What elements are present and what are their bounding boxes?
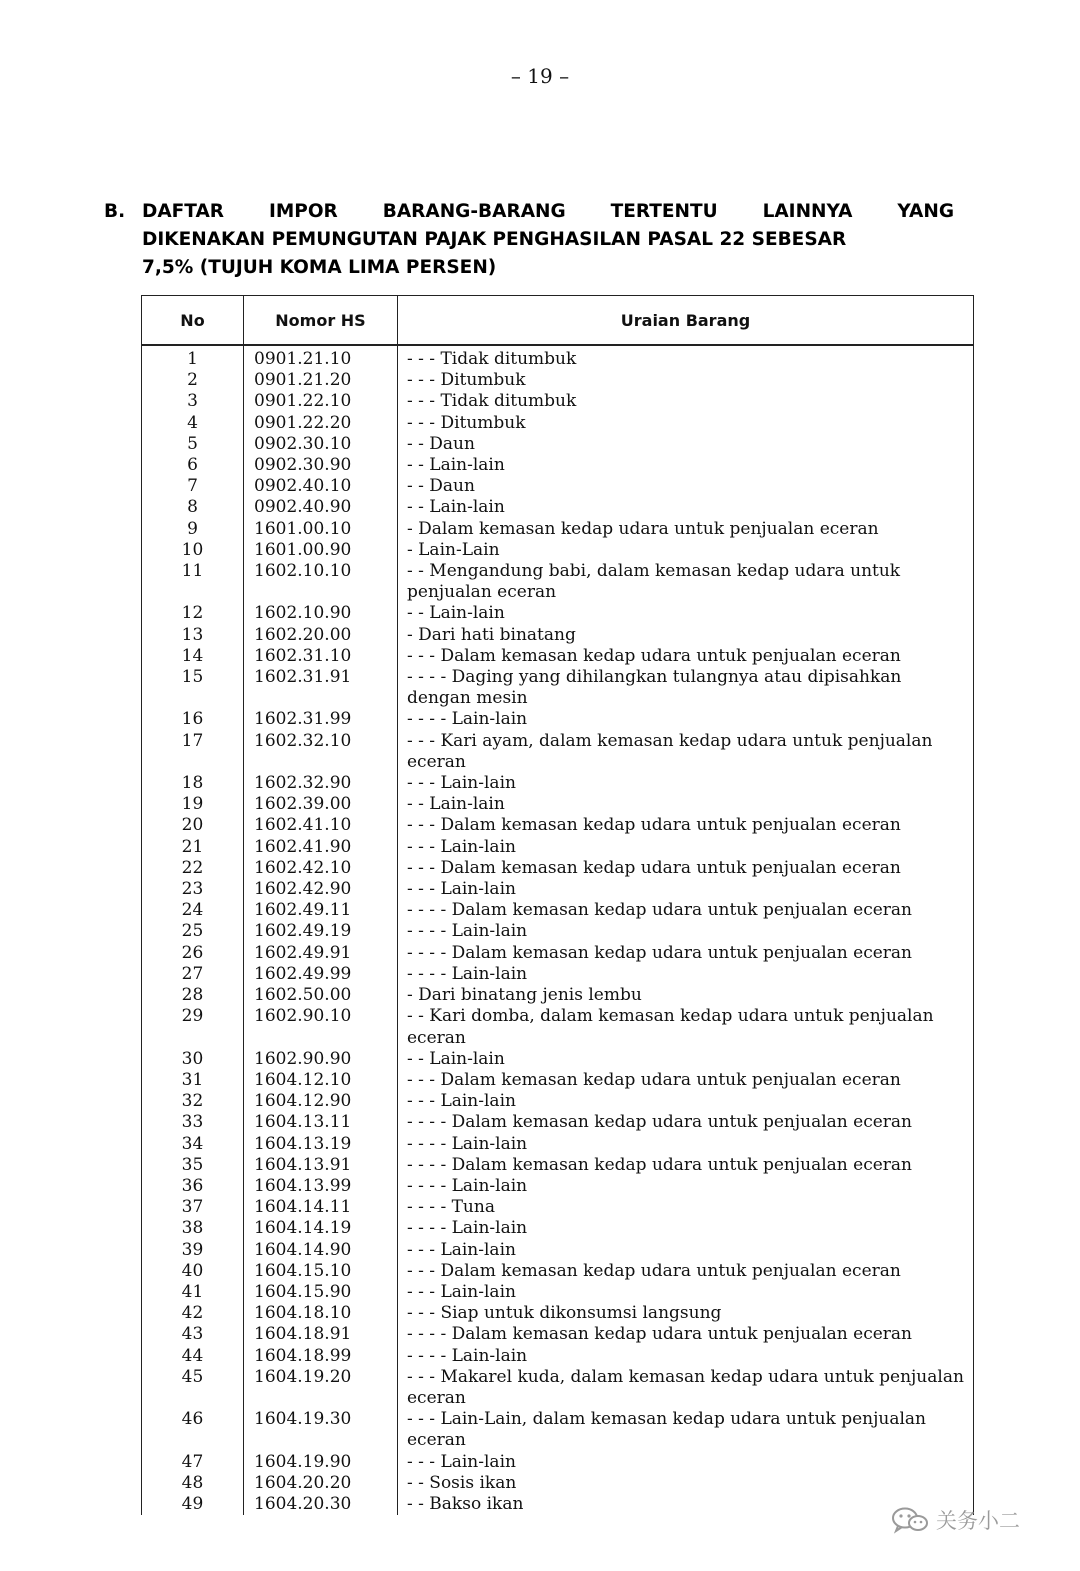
- item-description: - - - - Lain-lain: [398, 1218, 974, 1239]
- header-description: Uraian Barang: [398, 296, 974, 346]
- item-description: - - - - Daging yang dihilangkan tulangnya atau dipisahkan dengan mesin: [398, 667, 974, 709]
- row-number: 28: [142, 985, 244, 1006]
- hs-number: 1604.14.19: [244, 1218, 398, 1239]
- table-row: [142, 1218, 974, 1239]
- row-number: 2: [142, 370, 244, 391]
- row-number: 24: [142, 900, 244, 921]
- hs-number: 1602.10.10: [244, 561, 398, 603]
- item-description: - - Lain-lain: [398, 794, 974, 815]
- row-number: 34: [142, 1134, 244, 1155]
- row-number: 23: [142, 879, 244, 900]
- item-description: - - - Tidak ditumbuk: [398, 345, 974, 370]
- hs-number: 1602.41.10: [244, 815, 398, 836]
- hs-number: 1604.14.90: [244, 1240, 398, 1261]
- item-description: - - - Lain-lain: [398, 837, 974, 858]
- row-number: 40: [142, 1261, 244, 1282]
- row-number: 48: [142, 1473, 244, 1494]
- row-number: 44: [142, 1346, 244, 1367]
- section-heading: [104, 198, 954, 282]
- table-row: [142, 476, 974, 497]
- row-number: 10: [142, 540, 244, 561]
- row-number: 25: [142, 921, 244, 942]
- table-row: [142, 837, 974, 858]
- hs-number: 1604.18.99: [244, 1346, 398, 1367]
- hs-number: 1602.49.11: [244, 900, 398, 921]
- row-number: 42: [142, 1303, 244, 1324]
- hs-number: 0901.21.10: [244, 345, 398, 370]
- table-row: [142, 646, 974, 667]
- hs-number: 1602.90.10: [244, 1006, 398, 1048]
- page-number: – 19 –: [510, 64, 570, 88]
- table-row: [142, 561, 974, 603]
- row-number: 43: [142, 1324, 244, 1345]
- table-row: [142, 1409, 974, 1451]
- item-description: - - - - Dalam kemasan kedap udara untuk penjualan eceran: [398, 900, 974, 921]
- table-row: [142, 1091, 974, 1112]
- item-description: - - Kari domba, dalam kemasan kedap udara untuk penjualan eceran: [398, 1006, 974, 1048]
- hs-number: 0902.30.90: [244, 455, 398, 476]
- row-number: 15: [142, 667, 244, 709]
- item-description: - - Daun: [398, 434, 974, 455]
- row-number: 26: [142, 943, 244, 964]
- hs-number: 0902.30.10: [244, 434, 398, 455]
- row-number: 18: [142, 773, 244, 794]
- item-description: - - - - Dalam kemasan kedap udara untuk penjualan eceran: [398, 1112, 974, 1133]
- table-row: [142, 709, 974, 730]
- item-description: - - - Makarel kuda, dalam kemasan kedap udara untuk penjualan eceran: [398, 1367, 974, 1409]
- table-row: [142, 497, 974, 518]
- item-description: - - - Lain-lain: [398, 1452, 974, 1473]
- hs-number: 1604.15.90: [244, 1282, 398, 1303]
- item-description: - - Sosis ikan: [398, 1473, 974, 1494]
- row-number: 22: [142, 858, 244, 879]
- row-number: 16: [142, 709, 244, 730]
- table-row: [142, 391, 974, 412]
- heading-line-3: 7,5% (TUJUH KOMA LIMA PERSEN): [142, 257, 497, 278]
- table-row: [142, 345, 974, 370]
- item-description: - - Mengandung babi, dalam kemasan kedap udara untuk penjualan eceran: [398, 561, 974, 603]
- hs-number: 1604.19.20: [244, 1367, 398, 1409]
- table-row: [142, 794, 974, 815]
- item-description: - - - - Dalam kemasan kedap udara untuk penjualan eceran: [398, 943, 974, 964]
- table-row: [142, 1346, 974, 1367]
- hs-number: 1604.15.10: [244, 1261, 398, 1282]
- item-description: - - Lain-lain: [398, 455, 974, 476]
- table-row: [142, 773, 974, 794]
- goods-table: [141, 295, 974, 1515]
- item-description: - - - Dalam kemasan kedap udara untuk penjualan eceran: [398, 1261, 974, 1282]
- item-description: - - - Ditumbuk: [398, 413, 974, 434]
- hs-number: 0901.22.20: [244, 413, 398, 434]
- hs-number: 1602.31.10: [244, 646, 398, 667]
- item-description: - - - Dalam kemasan kedap udara untuk penjualan eceran: [398, 815, 974, 836]
- table-row: [142, 1176, 974, 1197]
- item-description: - - - - Dalam kemasan kedap udara untuk penjualan eceran: [398, 1324, 974, 1345]
- row-number: 13: [142, 625, 244, 646]
- hs-number: 1602.42.90: [244, 879, 398, 900]
- table-body: [142, 345, 974, 1515]
- hs-number: 1601.00.90: [244, 540, 398, 561]
- hs-number: 1604.12.10: [244, 1070, 398, 1091]
- table-row: [142, 625, 974, 646]
- table-row: [142, 1006, 974, 1048]
- hs-number: 1602.49.99: [244, 964, 398, 985]
- heading-line-2: DIKENAKAN PEMUNGUTAN PAJAK PENGHASILAN PASAL 22 SEBESAR: [142, 229, 847, 250]
- table-row: [142, 540, 974, 561]
- row-number: 41: [142, 1282, 244, 1303]
- item-description: - - - - Dalam kemasan kedap udara untuk penjualan eceran: [398, 1155, 974, 1176]
- hs-number: 1604.12.90: [244, 1091, 398, 1112]
- wechat-icon: [890, 1506, 930, 1534]
- hs-number: 1604.18.91: [244, 1324, 398, 1345]
- table-row: [142, 815, 974, 836]
- hs-number: 1602.20.00: [244, 625, 398, 646]
- hs-number: 1604.14.11: [244, 1197, 398, 1218]
- table-row: [142, 731, 974, 773]
- hs-number: 1602.90.90: [244, 1049, 398, 1070]
- item-description: - - - - Lain-lain: [398, 1134, 974, 1155]
- table-row: [142, 858, 974, 879]
- row-number: 14: [142, 646, 244, 667]
- table-row: [142, 1197, 974, 1218]
- hs-number: 0901.22.10: [244, 391, 398, 412]
- hs-number: 1602.49.91: [244, 943, 398, 964]
- row-number: 37: [142, 1197, 244, 1218]
- row-number: 9: [142, 519, 244, 540]
- table-row: [142, 943, 974, 964]
- table-row: [142, 921, 974, 942]
- header-no: No: [142, 296, 244, 346]
- hs-number: 1604.13.99: [244, 1176, 398, 1197]
- table-row: [142, 1324, 974, 1345]
- table-row: [142, 1070, 974, 1091]
- item-description: - - - - Tuna: [398, 1197, 974, 1218]
- item-description: - - - - Lain-lain: [398, 921, 974, 942]
- row-number: 29: [142, 1006, 244, 1048]
- row-number: 31: [142, 1070, 244, 1091]
- item-description: - - Lain-lain: [398, 1049, 974, 1070]
- hs-number: 1602.49.19: [244, 921, 398, 942]
- row-number: 35: [142, 1155, 244, 1176]
- hs-number: 1602.31.99: [244, 709, 398, 730]
- table-row: [142, 413, 974, 434]
- item-description: - - Lain-lain: [398, 497, 974, 518]
- item-description: - - Daun: [398, 476, 974, 497]
- table-row: [142, 603, 974, 624]
- row-number: 12: [142, 603, 244, 624]
- item-description: - - Bakso ikan: [398, 1494, 974, 1515]
- row-number: 32: [142, 1091, 244, 1112]
- row-number: 11: [142, 561, 244, 603]
- row-number: 3: [142, 391, 244, 412]
- table-row: [142, 455, 974, 476]
- item-description: - - - Lain-lain: [398, 1282, 974, 1303]
- table-row: [142, 1049, 974, 1070]
- table-row: [142, 1261, 974, 1282]
- row-number: 19: [142, 794, 244, 815]
- item-description: - - - Lain-lain: [398, 1240, 974, 1261]
- row-number: 21: [142, 837, 244, 858]
- watermark-text: 关务小二: [936, 1509, 1020, 1533]
- row-number: 33: [142, 1112, 244, 1133]
- row-number: 1: [142, 345, 244, 370]
- heading-line-1: DAFTAR IMPOR BARANG-BARANG TERTENTU LAINNYA YANG: [142, 201, 954, 222]
- hs-number: 1602.10.90: [244, 603, 398, 624]
- hs-number: 1604.20.20: [244, 1473, 398, 1494]
- table-row: [142, 985, 974, 1006]
- hs-number: 1604.13.91: [244, 1155, 398, 1176]
- hs-number: 1604.20.30: [244, 1494, 398, 1515]
- table-row: [142, 1473, 974, 1494]
- row-number: 8: [142, 497, 244, 518]
- hs-number: 1602.50.00: [244, 985, 398, 1006]
- item-description: - Dari binatang jenis lembu: [398, 985, 974, 1006]
- table-row: [142, 900, 974, 921]
- item-description: - - - Siap untuk dikonsumsi langsung: [398, 1303, 974, 1324]
- item-description: - - - Dalam kemasan kedap udara untuk penjualan eceran: [398, 858, 974, 879]
- table-row: [142, 1155, 974, 1176]
- table-row: [142, 1282, 974, 1303]
- item-description: - Dalam kemasan kedap udara untuk penjualan eceran: [398, 519, 974, 540]
- row-number: 5: [142, 434, 244, 455]
- row-number: 27: [142, 964, 244, 985]
- hs-number: 1602.42.10: [244, 858, 398, 879]
- hs-number: 1602.31.91: [244, 667, 398, 709]
- item-description: - - - Ditumbuk: [398, 370, 974, 391]
- row-number: 7: [142, 476, 244, 497]
- hs-number: 0902.40.90: [244, 497, 398, 518]
- table-row: [142, 964, 974, 985]
- hs-number: 1602.32.90: [244, 773, 398, 794]
- table-row: [142, 1240, 974, 1261]
- table-row: [142, 1452, 974, 1473]
- table-row: [142, 1367, 974, 1409]
- row-number: 20: [142, 815, 244, 836]
- table-row: [142, 667, 974, 709]
- table-row: [142, 1134, 974, 1155]
- table-row: [142, 370, 974, 391]
- hs-number: 0901.21.20: [244, 370, 398, 391]
- hs-number: 1601.00.10: [244, 519, 398, 540]
- row-number: 17: [142, 731, 244, 773]
- row-number: 4: [142, 413, 244, 434]
- row-number: 39: [142, 1240, 244, 1261]
- item-description: - - Lain-lain: [398, 603, 974, 624]
- row-number: 49: [142, 1494, 244, 1515]
- table-row: [142, 434, 974, 455]
- row-number: 45: [142, 1367, 244, 1409]
- hs-number: 1604.18.10: [244, 1303, 398, 1324]
- row-number: 6: [142, 455, 244, 476]
- item-description: - - - Kari ayam, dalam kemasan kedap udara untuk penjualan eceran: [398, 731, 974, 773]
- hs-number: 1604.19.90: [244, 1452, 398, 1473]
- item-description: - - - - Lain-lain: [398, 709, 974, 730]
- hs-number: 1604.19.30: [244, 1409, 398, 1451]
- table-row: [142, 1494, 974, 1515]
- item-description: - - - Dalam kemasan kedap udara untuk penjualan eceran: [398, 646, 974, 667]
- row-number: 46: [142, 1409, 244, 1451]
- table-row: [142, 519, 974, 540]
- item-description: - - - Dalam kemasan kedap udara untuk penjualan eceran: [398, 1070, 974, 1091]
- item-description: - - - Lain-lain: [398, 773, 974, 794]
- row-number: 36: [142, 1176, 244, 1197]
- hs-number: 1604.13.19: [244, 1134, 398, 1155]
- item-description: - - - Lain-lain: [398, 1091, 974, 1112]
- section-letter: B.: [104, 201, 126, 222]
- item-description: - - - - Lain-lain: [398, 1346, 974, 1367]
- table-row: [142, 1112, 974, 1133]
- item-description: - Lain-Lain: [398, 540, 974, 561]
- table-header-row: [142, 296, 974, 346]
- item-description: - - - Lain-lain: [398, 879, 974, 900]
- item-description: - - - - Lain-lain: [398, 1176, 974, 1197]
- row-number: 47: [142, 1452, 244, 1473]
- hs-number: 0902.40.10: [244, 476, 398, 497]
- item-description: - - - Lain-Lain, dalam kemasan kedap udara untuk penjualan eceran: [398, 1409, 974, 1451]
- hs-number: 1602.32.10: [244, 731, 398, 773]
- hs-number: 1602.41.90: [244, 837, 398, 858]
- header-hs-number: Nomor HS: [244, 296, 398, 346]
- row-number: 30: [142, 1049, 244, 1070]
- item-description: - - - Tidak ditumbuk: [398, 391, 974, 412]
- row-number: 38: [142, 1218, 244, 1239]
- item-description: - - - - Lain-lain: [398, 964, 974, 985]
- hs-number: 1604.13.11: [244, 1112, 398, 1133]
- table-row: [142, 1303, 974, 1324]
- watermark: [890, 1505, 1020, 1535]
- table-row: [142, 879, 974, 900]
- item-description: - Dari hati binatang: [398, 625, 974, 646]
- hs-number: 1602.39.00: [244, 794, 398, 815]
